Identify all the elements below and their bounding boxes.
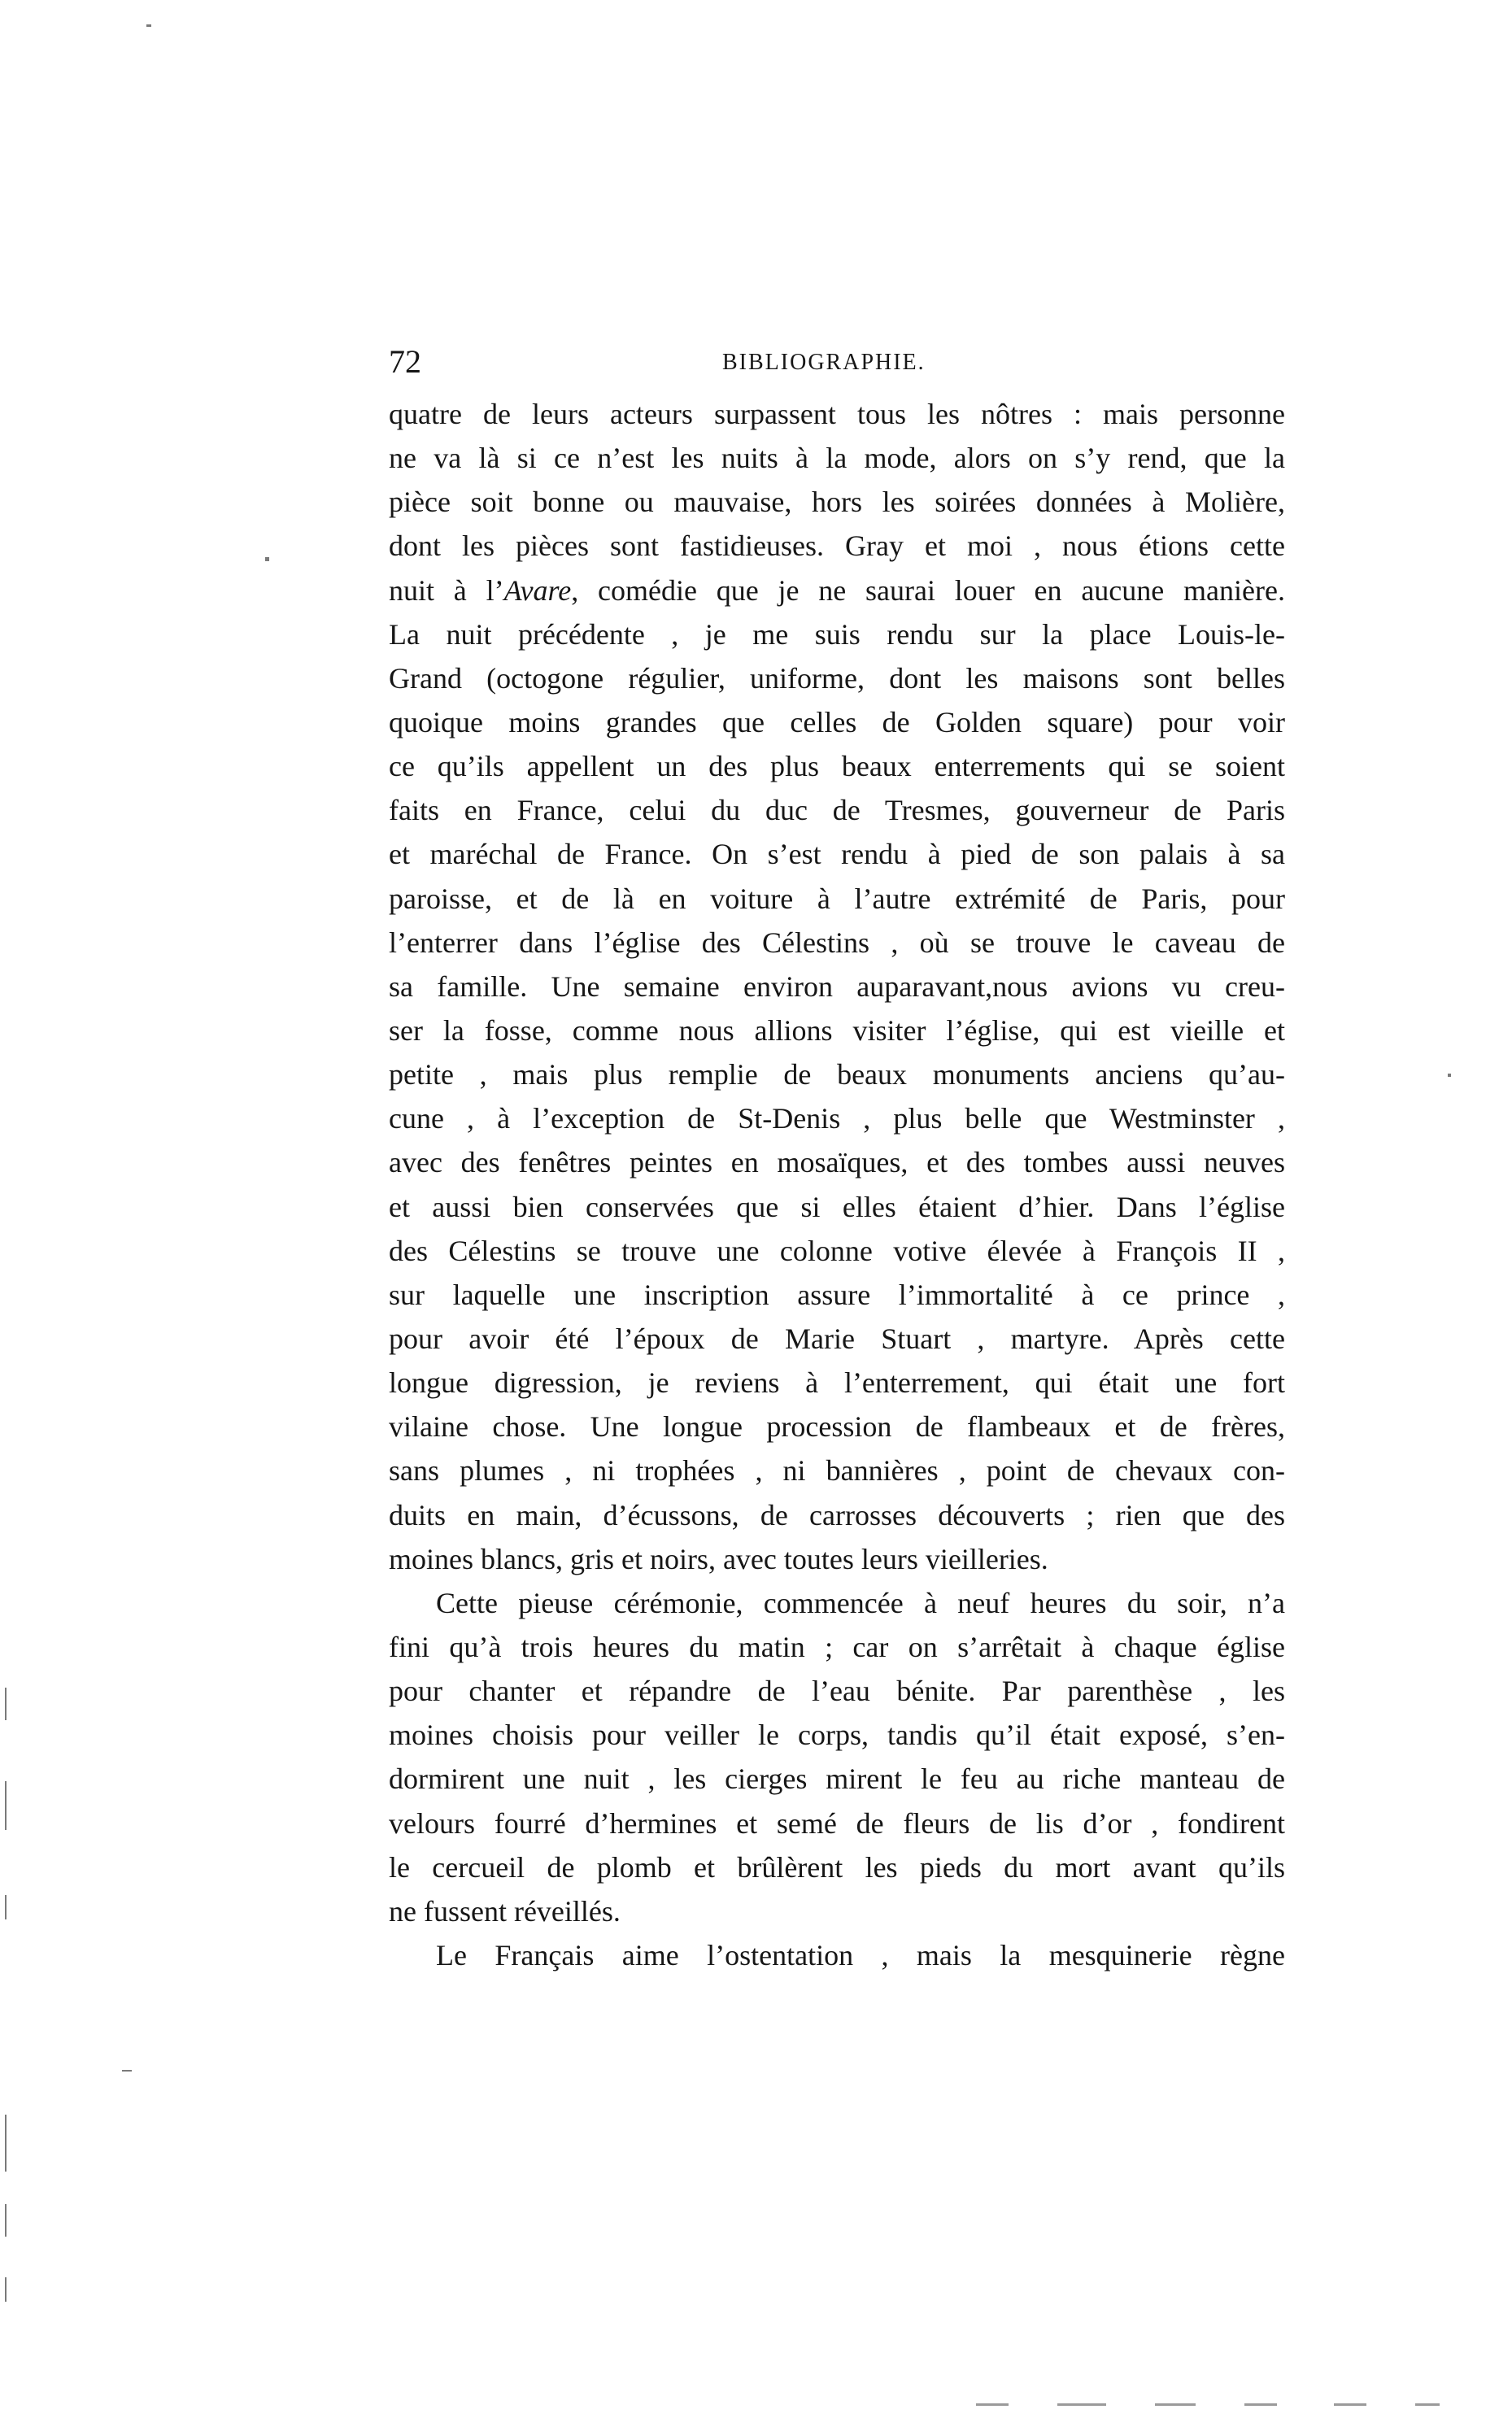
text-line: vilaine chose. Une longue procession de flambeaux et de frères, (389, 1410, 1285, 1444)
text-line: sa famille. Une semaine environ auparavant,nous avions vu creu- (389, 969, 1285, 1003)
text-line: et aussi bien conservées que si elles étaient d’hier. Dans l’église (389, 1190, 1285, 1223)
text-line: ce qu’ils appellent un des plus beaux enterrements qui se soient (389, 750, 1285, 783)
page-header (389, 342, 1285, 382)
text-line: avec des fenêtres peintes en mosaïques, et des tombes aussi neuves (389, 1146, 1285, 1179)
text-line: La nuit précédente , je me suis rendu sur la place Louis-le- (389, 617, 1285, 651)
text-line: ne fussent réveillés. (389, 1894, 621, 1928)
text-line: cune , à l’exception de St-Denis , plus belle que Westminster , (389, 1102, 1285, 1135)
text-line: dont les pièces sont fastidieuses. Gray et moi , nous étions cette (389, 529, 1285, 563)
scan-mark (146, 24, 151, 27)
text-line: moines choisis pour veiller le corps, tandis qu’il était exposé, s’en- (389, 1719, 1285, 1752)
text-line: quatre de leurs acteurs surpassent tous les nôtres : mais personne (389, 398, 1285, 430)
text-line: Cette pieuse cérémonie, commencée à neuf heures du soir, n’a (436, 1586, 1285, 1619)
text-line: l’enterrer dans l’église des Célestins , où se trouve le caveau de (389, 926, 1285, 959)
scan-mark (1334, 2403, 1366, 2406)
text-line (389, 569, 1285, 612)
text-line: dormirent une nuit , les cierges mirent le feu au riche manteau de (389, 1762, 1285, 1796)
scan-mark (5, 2204, 7, 2237)
text-line: sans plumes , ni trophées , ni bannières , point de chevaux con- (389, 1454, 1285, 1488)
scan-mark (5, 2277, 7, 2302)
scan-mark (1155, 2403, 1196, 2406)
scan-mark (5, 1895, 7, 1919)
text-line: pour chanter et répandre de l’eau bénite. Par parenthèse , les (389, 1675, 1285, 1708)
text-line: fini qu’à trois heures du matin ; car on s’arrêtait à chaque église (389, 1630, 1285, 1663)
page-number: 72 (389, 343, 421, 380)
text-line: pièce soit bonne ou mauvaise, hors les soirées données à Molière, (389, 486, 1285, 519)
scan-mark (5, 1781, 7, 1830)
scan-mark (265, 557, 269, 561)
text-line: duits en main, d’écussons, de carrosses découverts ; rien que des (389, 1498, 1285, 1531)
text-line: faits en France, celui du duc de Tresmes, gouverneur de Paris (389, 794, 1285, 827)
text-line: sur laquelle une inscription assure l’immortalité à ce prince , (389, 1278, 1285, 1311)
text-line: Le Français aime l’ostentation , mais la mesquinerie règne (436, 1938, 1285, 1971)
scan-mark (1244, 2403, 1277, 2406)
text-fragment: nuit à l’ (389, 573, 504, 607)
text-line: velours fourré d’hermines et semé de fleurs de lis d’or , fondirent (389, 1806, 1285, 1840)
scan-mark (1057, 2403, 1106, 2406)
scan-mark (122, 2070, 132, 2072)
play-title: Avare (503, 573, 572, 607)
text-line: moines blancs, gris et noirs, avec toutes leurs vieilleries. (389, 1542, 1048, 1575)
text-fragment: , comédie que je ne saurai louer en aucune manière. (571, 573, 1285, 607)
text-line: et maréchal de France. On s’est rendu à pied de son palais à sa (389, 838, 1285, 871)
running-head: BIBLIOGRAPHIE. (722, 350, 926, 375)
scan-mark (976, 2403, 1009, 2406)
text-line: ne va là si ce n’est les nuits à la mode, alors on s’y rend, que la (389, 442, 1285, 475)
text-line: paroisse, et de là en voiture à l’autre extrémité de Paris, pour (389, 882, 1285, 915)
text-line: le cercueil de plomb et brûlèrent les pieds du mort avant qu’ils (389, 1850, 1285, 1884)
scan-mark (1415, 2403, 1440, 2406)
text-line: Grand (octogone régulier, uniforme, dont les maisons sont belles (389, 661, 1285, 695)
scan-mark (5, 2115, 7, 2172)
scan-mark (5, 1688, 7, 1720)
text-line: des Célestins se trouve une colonne votive élevée à François II , (389, 1234, 1285, 1267)
text-line: petite , mais plus remplie de beaux monuments anciens qu’au- (389, 1058, 1285, 1091)
text-line: ser la fosse, comme nous allions visiter l’église, qui est vieille et (389, 1013, 1285, 1047)
body-text (389, 392, 1285, 1977)
text-line: longue digression, je reviens à l’enterrement, qui était une fort (389, 1366, 1285, 1400)
text-line: pour avoir été l’époux de Marie Stuart , martyre. Après cette (389, 1322, 1285, 1355)
text-line: quoique moins grandes que celles de Golden square) pour voir (389, 705, 1285, 738)
scan-mark (1448, 1074, 1451, 1077)
